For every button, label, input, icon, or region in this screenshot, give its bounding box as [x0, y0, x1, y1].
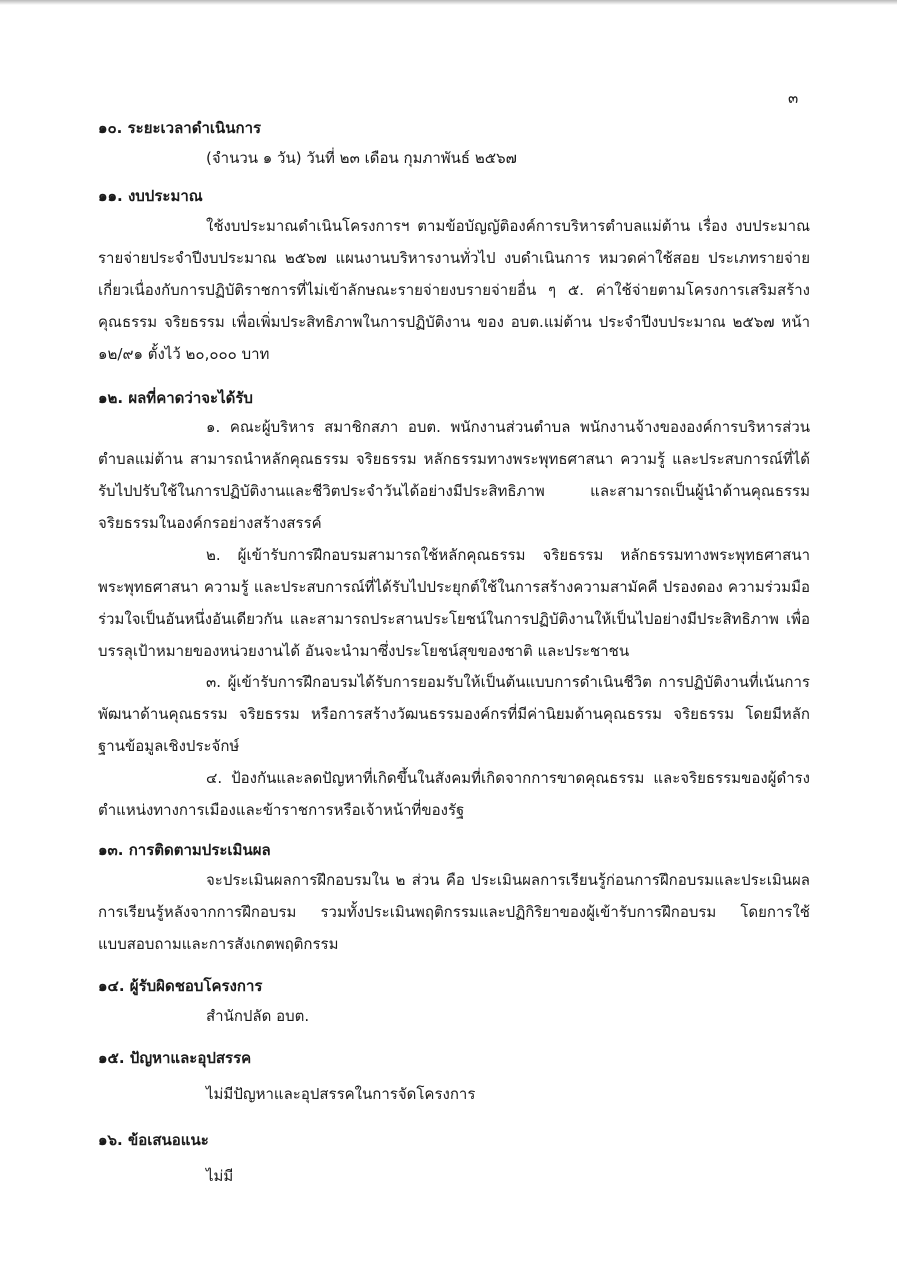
section-16-text: ไม่มี — [206, 1167, 234, 1185]
section-10-text: (จำนวน ๑ วัน) วันที่ ๒๓ เดือน กุมภาพันธ์ ๒๕๖๗ — [206, 149, 517, 167]
section-12-heading: ๑๒. ผลที่คาดว่าจะได้รับ — [98, 389, 253, 407]
section-13-heading: ๑๓. การติดตามประเมินผล — [98, 841, 271, 859]
section-16-heading: ๑๖. ข้อเสนอแนะ — [98, 1131, 209, 1149]
section-15-heading: ๑๕. ปัญหาและอุปสรรค — [98, 1049, 252, 1067]
page-number: ๓ — [788, 89, 799, 107]
section-12-item-1: ๑. คณะผู้บริหาร สมาชิกสภา อบต. พนักงานส่วนตำบล พนักงานจ้างขององค์การบริหารส่วนตำบลแม่ต้าน สามารถนำหลักคุณธรรม จริยธรรม หลักธรรมทางพระพุทธศาสนา ความรู้ และประสบการณ์ที่ได้รับไปปรับใช้ในการปฏิบัติงานและชีวิตประจำวันได้อย่างมีประสิทธิภาพ และสามารถเป็นผู้นำด้านคุณธรรม จริยธรรมในองค์กรอย่างสร้างสรรค์ — [98, 418, 810, 532]
section-13-text: จะประเมินผลการฝึกอบรมใน ๒ ส่วน คือ ประเมินผลการเรียนรู้ก่อนการฝึกอบรมและประเมินผลการเรียนรู้หลังจากการฝึกอบรม รวมทั้งประเมินพฤติกรรมและปฏิกิริยาของผู้เข้ารับการฝึกอบรม โดยการใช้แบบสอบถามและการสังเกตพฤติกรรม — [98, 871, 810, 953]
section-14-heading: ๑๔. ผู้รับผิดชอบโครงการ — [98, 977, 263, 995]
section-12-item-2: ๒. ผู้เข้ารับการฝึกอบรมสามารถใช้หลักคุณธรรม จริยธรรม หลักธรรมทางพระพุทธศาสนา พระพุทธศาสนา ความรู้ และประสบการณ์ที่ได้รับไปประยุกต์ใช้ในการสร้างความสามัคคี ปรองดอง ความร่วมมือ ร่วมใจเป็นอันหนึ่งอันเดียวกัน และสามารถประสานประโยชน์ในการปฏิบัติงานให้เป็นไปอย่างมีประสิทธิภาพ เพื่อบรรลุเป้าหมายของหน่วยงานได้ อันจะนำมาซึ่งประโยชน์สุขของชาติ และประชาชน — [98, 546, 810, 660]
section-11-heading: ๑๑. งบประมาณ — [98, 187, 203, 205]
section-10-heading: ๑๐. ระยะเวลาดำเนินการ — [98, 119, 262, 137]
section-12-item-3: ๓. ผู้เข้ารับการฝึกอบรมได้รับการยอมรับให้เป็นต้นแบบการดำเนินชีวิต การปฏิบัติงานที่เน้นการพัฒนาด้านคุณธรรม จริยธรรม หรือการสร้างวัฒนธรรมองค์กรที่มีค่านิยมด้านคุณธรรม จริยธรรม โดยมีหลักฐานข้อมูลเชิงประจักษ์ — [98, 673, 810, 755]
section-15-text: ไม่มีปัญหาและอุปสรรคในการจัดโครงการ — [206, 1085, 476, 1103]
section-14-text: สำนักปลัด อบต. — [206, 1007, 310, 1025]
section-12-item-4: ๔. ป้องกันและลดปัญหาที่เกิดขึ้นในสังคมที่เกิดจากการขาดคุณธรรม และจริยธรรมของผู้ดำรงตำแหน่งทางการเมืองและข้าราชการหรือเจ้าหน้าที่ของรัฐ — [98, 769, 810, 819]
section-11-text: ใช้งบประมาณดำเนินโครงการฯ ตามข้อบัญญัติองค์การบริหารตำบลแม่ต้าน เรื่อง งบประมาณรายจ่ายประจำปีงบประมาณ ๒๕๖๗ แผนงานบริหารงานทั่วไป งบดำเนินการ หมวดค่าใช้สอย ประเภทรายจ่ายเกี่ยวเนื่องกับการปฏิบัติราชการที่ไม่เข้าลักษณะรายจ่ายงบรายจ่ายอื่น ๆ ๕. ค่าใช้จ่ายตามโครงการเสริมสร้างคุณธรรม จริยธรรม เพื่อเพิ่มประสิทธิภาพในการปฏิบัติงาน ของ อบต.แม่ต้าน ประจำปีงบประมาณ ๒๕๖๗ หน้า ๑๒/๙๑ ตั้งไว้ ๒๐,๐๐๐ บาท — [98, 217, 810, 363]
